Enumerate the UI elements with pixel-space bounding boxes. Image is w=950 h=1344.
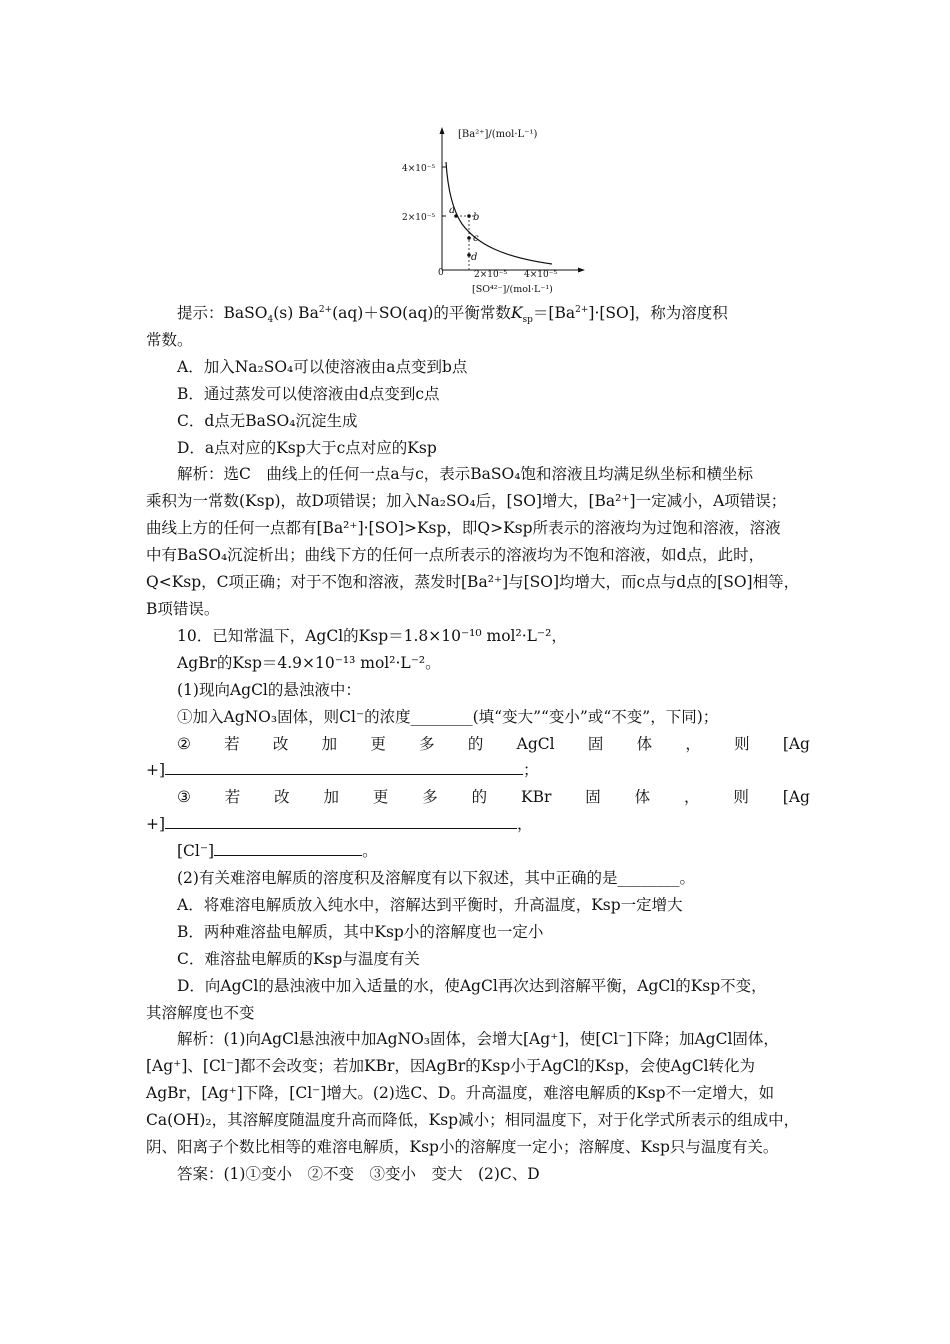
y-axis-label: [Ba²⁺]/(mol·L⁻¹) (458, 129, 538, 140)
analysis1-line-3: 曲线上方的任何一点都有[Ba²⁺]·[SO]>Ksp，即Q>Ksp所表示的溶液均为过饱和溶液，溶液 (146, 519, 781, 538)
analysis1-line-4: 中有BaSO₄沉淀析出；曲线下方的任何一点所表示的溶液均为不饱和溶液，如d点，此时， (146, 546, 765, 565)
analysis2-line-1: 解析：(1)向AgCl悬浊液中加AgNO₃固体，会增大[Ag⁺]，使[Cl⁻]下降；加AgCl固体， (177, 1030, 779, 1049)
q10-option-b: B．两种难溶盐电解质，其中Ksp小的溶解度也一定小 (177, 922, 544, 941)
q10-line-8: +] ， (146, 811, 810, 838)
point-c (467, 236, 471, 240)
x-axis-label: [SO⁴²⁻]/(mol·L⁻¹) (472, 284, 553, 295)
curve-graph (392, 124, 592, 300)
q10-option-d: D．向AgCl的悬浊液中加入适量的水，使AgCl再次达到溶解平衡，AgCl的Ksp不变， (177, 976, 767, 995)
analysis1-line-5: Q<Ksp，C项正确；对于不饱和溶液，蒸发时[Ba²⁺]与[SO]均增大，而c点与d点的[SO]相等， (146, 573, 800, 592)
point-b-label: b (473, 212, 480, 223)
q10-option-d-cont: 其溶解度也不变 (146, 1003, 255, 1022)
solubility-curve (446, 162, 552, 264)
analysis1-line-2: 乘积为一常数(Ksp)，故D项错误；加入Na₂SO₄后，[SO]增大，[Ba²⁺]一定减小，A项错误； (146, 492, 787, 511)
q10-line-1: 10．已知常温下，AgCl的Ksp＝1.8×10⁻¹⁰ mol²·L⁻²， (177, 626, 567, 645)
answer-blank-ag-2 (165, 812, 517, 829)
q10-option-a: A．将难溶电解质放入纯水中，溶解达到平衡时，升高温度，Ksp一定增大 (177, 895, 683, 914)
q10-line-2: AgBr的Ksp＝4.9×10⁻¹³ mol²·L⁻²。 (177, 653, 441, 672)
analysis2-line-5: 阴、阳离子个数比相等的难溶电解质，Ksp小的溶解度一定小；溶解度、Ksp只与温度有关。 (146, 1138, 779, 1157)
origin-label: 0 (438, 268, 444, 278)
solubility-curve-figure (392, 124, 592, 300)
x-tick-2: 2×10⁻⁵ (474, 270, 508, 280)
analysis2-line-3: AgBr，[Ag⁺]下降，[Cl⁻]增大。(2)选C、D。升高温度，难溶电解质的Ksp不一定增大，如 (146, 1084, 775, 1103)
q10-line-3: (1)现向AgCl的悬浊液中： (177, 680, 361, 699)
option-a: A．加入Na₂SO₄可以使溶液由a点变到b点 (177, 357, 468, 376)
answer-blank-cl (214, 839, 362, 856)
analysis2-line-2: [Ag⁺]、[Cl⁻]都不会改变；若加KBr，因AgBr的Ksp小于AgCl的Ksp，会使AgCl转化为 (146, 1057, 756, 1076)
analysis1-line-1: 解析：选C 曲线上的任何一点a与c，表示BaSO₄饱和溶液且均满足纵坐标和横坐标 (177, 465, 753, 484)
point-c-label: c (473, 233, 479, 244)
x-axis-arrow (578, 268, 585, 273)
q10-line-4: ①加入AgNO₃固体，则Cl⁻的浓度________(填“变大”“变小”或“不变”，下同)； (177, 707, 719, 726)
analysis2-line-4: Ca(OH)₂，其溶解度随温度升高而降低，Ksp减小；相同温度下，对于化学式所表示的组成中， (146, 1111, 800, 1130)
option-b: B．通过蒸发可以使溶液由d点变到c点 (177, 384, 440, 403)
x-tick-4: 4×10⁻⁵ (524, 270, 558, 280)
answer-blank-ag-1 (165, 758, 523, 775)
y-tick-2: 2×10⁻⁵ (402, 213, 436, 223)
document-body (146, 300, 810, 1188)
hint-line-1: 提示：BaSO$_4$(s) $Ba^{2+}(aq)+SO(aq)$的平衡常数$K_{sp}=[Ba^{2+}]\cdot[SO]$，称为溶度积 (177, 304, 728, 326)
option-d: D．a点对应的Ksp大于c点对应的Ksp (177, 438, 437, 457)
y-axis-arrow (440, 127, 445, 134)
option-c: C．d点无BaSO₄沉淀生成 (177, 411, 358, 430)
q10-line-7: ③ 若 改 加 更 多 的 KBr 固 体 ， 则 [Ag (177, 788, 810, 807)
q10-line-6: +] ； (146, 757, 810, 784)
y-tick-4: 4×10⁻⁵ (402, 164, 436, 174)
q10-line-9: [Cl⁻] 。 (146, 838, 810, 865)
point-b (467, 214, 471, 218)
q10-line-5: ② 若 改 加 更 多 的 AgCl 固 体 ， 则 [Ag (177, 734, 810, 753)
q10-line-10: (2)有关难溶电解质的溶度积及溶解度有以下叙述，其中正确的是________。 (177, 869, 695, 888)
q10-option-c: C．难溶盐电解质的Ksp与温度有关 (177, 949, 420, 968)
analysis1-line-6: B项错误。 (146, 599, 220, 618)
hint-line-2: 常数。 (146, 330, 193, 349)
point-d-label: d (471, 252, 478, 263)
point-a-label: a (449, 205, 455, 216)
answer-line: 答案：(1)①变小 ②不变 ③变小 变大 (2)C、D (177, 1165, 540, 1183)
